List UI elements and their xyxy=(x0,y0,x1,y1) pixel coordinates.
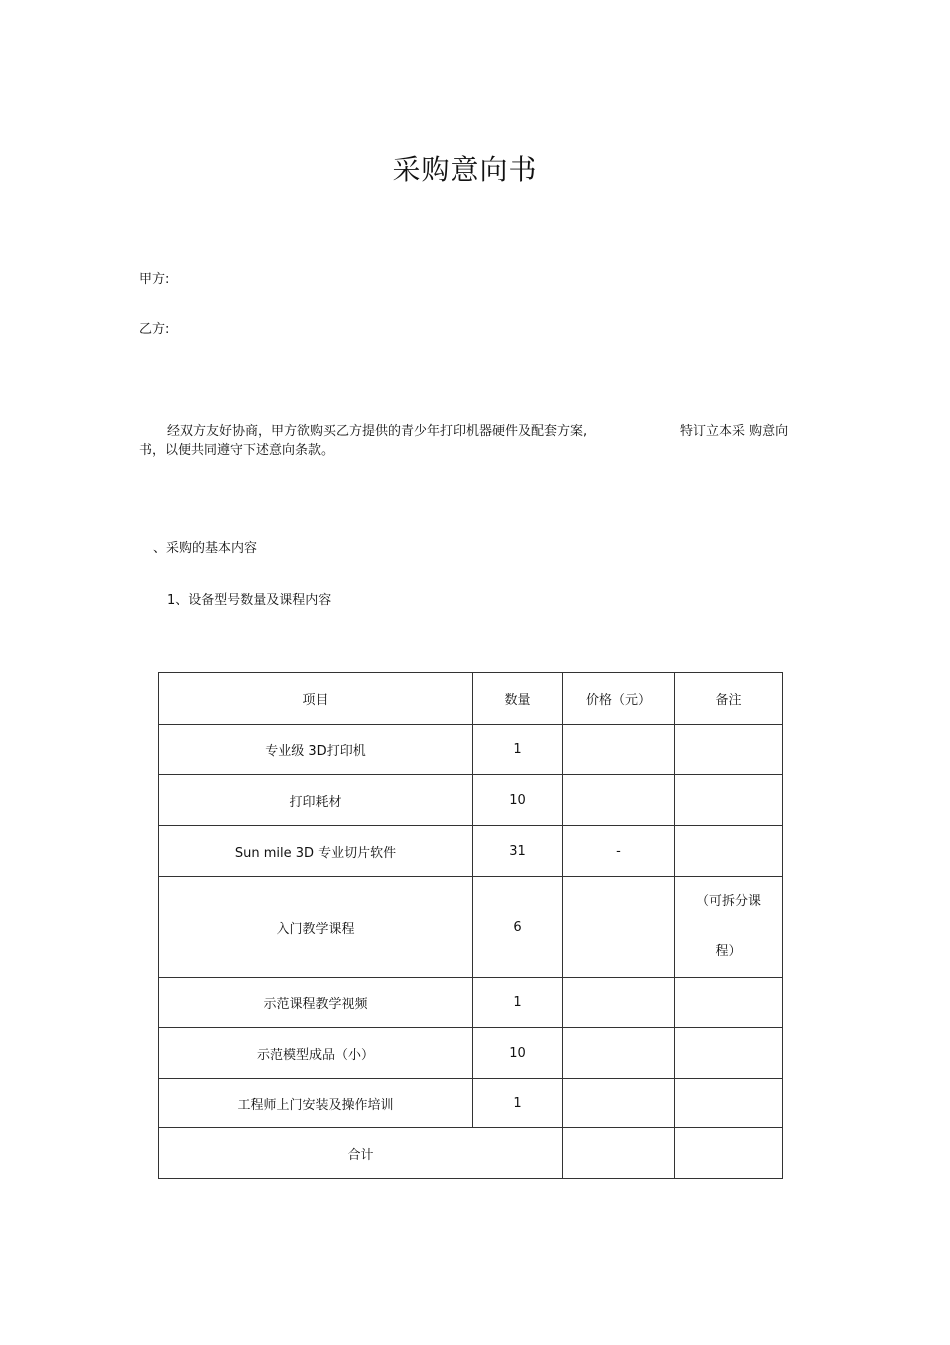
table-row xyxy=(159,826,783,877)
row-note xyxy=(675,775,783,826)
intro-line1-part2: 特订立本采 购意向 xyxy=(680,424,789,439)
intro-line2: 书，以便共同遵守下述意向条款。 xyxy=(139,443,335,458)
row-item: 打印耗材 xyxy=(159,775,473,826)
row-price xyxy=(563,775,675,826)
row-qty: 6 xyxy=(473,877,563,978)
row-note xyxy=(675,1028,783,1079)
table-header-row xyxy=(159,673,783,725)
row-price xyxy=(563,1079,675,1128)
header-price: 价格（元） xyxy=(563,673,675,725)
row-item: 示范课程教学视频 xyxy=(159,978,473,1028)
row-qty: 31 xyxy=(473,826,563,877)
row-qty: 10 xyxy=(473,775,563,826)
table-row xyxy=(159,775,783,826)
table-total-row xyxy=(159,1128,783,1179)
total-label: 合计 xyxy=(159,1128,563,1179)
row-note xyxy=(675,1079,783,1128)
table-row xyxy=(159,725,783,775)
header-qty: 数量 xyxy=(473,673,563,725)
row-note-multiline xyxy=(675,877,783,978)
intro-line1-part1: 经双方友好协商，甲方欲购买乙方提供的青少年打印机器硬件及配套方案, xyxy=(167,424,588,439)
party-a-label: 甲方: xyxy=(139,272,170,287)
document-title: 采购意向书 xyxy=(392,153,538,186)
table-row xyxy=(159,1028,783,1079)
total-note xyxy=(675,1128,783,1179)
table-row xyxy=(159,1079,783,1128)
row-note xyxy=(675,826,783,877)
row-qty: 10 xyxy=(473,1028,563,1079)
row-qty: 1 xyxy=(473,978,563,1028)
row-item: 专业级 3D打印机 xyxy=(159,725,473,775)
subsection-heading: 1、设备型号数量及课程内容 xyxy=(167,593,332,608)
row-item: Sun mile 3D 专业切片软件 xyxy=(159,826,473,877)
row-qty: 1 xyxy=(473,725,563,775)
table-row xyxy=(159,978,783,1028)
row-note xyxy=(675,978,783,1028)
row-note xyxy=(675,725,783,775)
row-price: - xyxy=(563,826,675,877)
row-price xyxy=(563,1028,675,1079)
row-price xyxy=(563,725,675,775)
row-item: 入门教学课程 xyxy=(159,877,473,978)
section-heading: 、采购的基本内容 xyxy=(153,541,258,556)
table-row xyxy=(159,877,783,978)
row-note-line1: （可拆分课 xyxy=(695,894,761,909)
row-qty: 1 xyxy=(473,1079,563,1128)
party-b-label: 乙方: xyxy=(139,322,170,337)
row-price xyxy=(563,978,675,1028)
total-price xyxy=(563,1128,675,1179)
row-item: 示范模型成品（小） xyxy=(159,1028,473,1079)
header-note: 备注 xyxy=(675,673,783,725)
row-item: 工程师上门安装及操作培训 xyxy=(159,1079,473,1128)
row-note-line2: 程） xyxy=(715,944,742,959)
header-item: 项目 xyxy=(159,673,473,725)
row-price xyxy=(563,877,675,978)
equipment-table xyxy=(158,672,783,1179)
